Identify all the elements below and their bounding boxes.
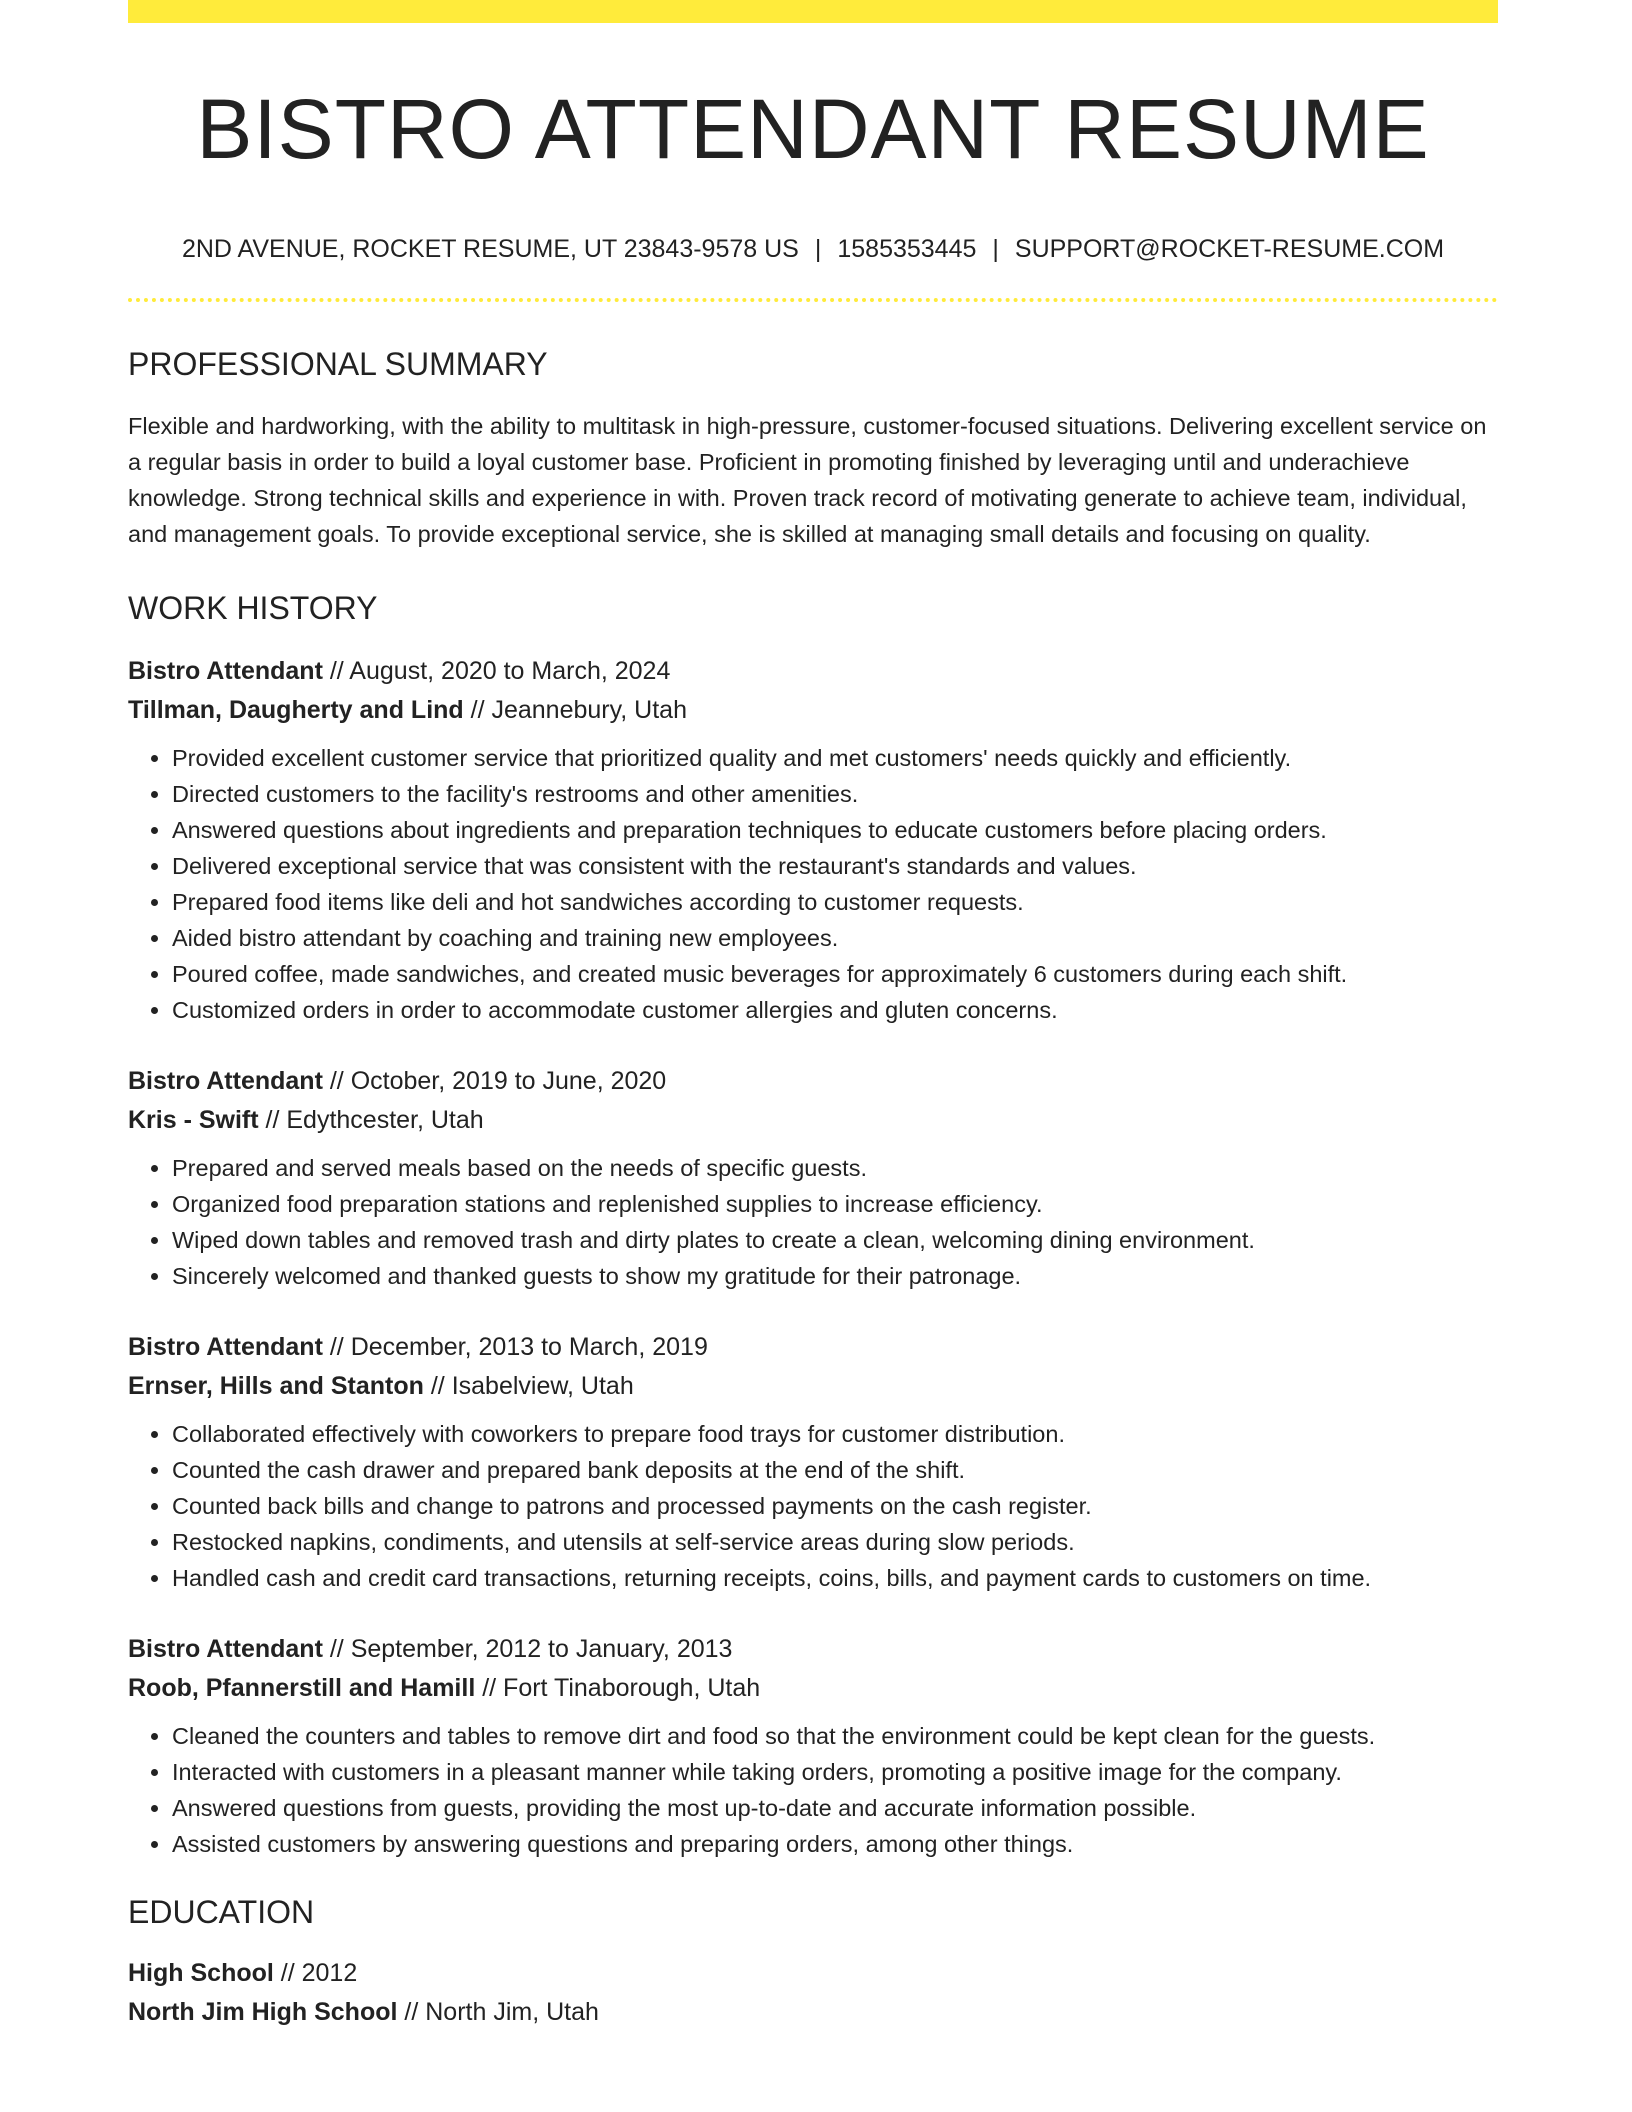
job-bullet: • Wiped down tables and removed trash and dirty plates to create a clean, welcoming dining environment.: [172, 1222, 1498, 1258]
education-school: North Jim High School: [128, 1998, 398, 2026]
address: 2ND AVENUE, ROCKET RESUME, UT 23843-9578 US: [181, 235, 799, 263]
job-dates: // September, 2012 to January, 2013: [322, 1635, 733, 1663]
accent-bar: [128, 0, 1498, 23]
job-bullet: • Counted the cash drawer and prepared bank deposits at the end of the shift.: [172, 1452, 1498, 1488]
job-bullet: • Restocked napkins, condiments, and utensils at self-service areas during slow periods.: [172, 1524, 1498, 1560]
summary-heading: PROFESSIONAL SUMMARY: [128, 346, 548, 382]
resume-title: BISTRO ATTENDANT RESUME: [196, 82, 1430, 176]
job-bullet: • Directed customers to the facility's restrooms and other amenities.: [172, 776, 1498, 812]
job-bullet-list: [128, 1718, 1498, 1862]
education-location: // North Jim, Utah: [397, 1998, 599, 2026]
job-bullet-list: [128, 1150, 1498, 1294]
job-role: Bistro Attendant: [128, 1635, 323, 1663]
job-role: Bistro Attendant: [128, 657, 323, 685]
job-entry: [128, 652, 1498, 1028]
job-location: // Isabelview, Utah: [423, 1372, 634, 1400]
job-bullet: • Aided bistro attendant by coaching and training new employees.: [172, 920, 1498, 956]
job-bullet: • Assisted customers by answering questions and preparing orders, among other things.: [172, 1826, 1498, 1862]
job-dates: // December, 2013 to March, 2019: [322, 1333, 708, 1361]
separator: |: [992, 235, 999, 263]
job-bullet: • Prepared and served meals based on the needs of specific guests.: [172, 1150, 1498, 1186]
job-company-line: [128, 1367, 1498, 1406]
education-entry: [128, 1954, 1498, 2032]
job-entry: [128, 1630, 1498, 1862]
education-degree: High School: [128, 1959, 274, 1987]
job-company-line: [128, 1669, 1498, 1708]
job-company: Ernser, Hills and Stanton: [128, 1372, 424, 1400]
summary-text: Flexible and hardworking, with the ability to multitask in high-pressure, customer-focused situations. Delivering excellent service on a regular basis in order to build a loyal customer base. Proficient in promoting finished by leveraging until and underachieve knowledge. Strong technical skills and experience in with. Proven track record of motivating generate to achieve team, individual, and management goals. To provide exceptional service, she is skilled at managing small details and focusing on quality.: [128, 413, 1487, 547]
email: SUPPORT@ROCKET-RESUME.COM: [1014, 235, 1445, 263]
phone: 1585353445: [837, 235, 977, 263]
job-company-line: [128, 1101, 1498, 1140]
job-bullet: • Answered questions about ingredients and preparation techniques to educate customers before placing orders.: [172, 812, 1498, 848]
job-title-line: [128, 1328, 1498, 1367]
job-bullet: • Counted back bills and change to patrons and processed payments on the cash register.: [172, 1488, 1498, 1524]
education-degree-line: [128, 1954, 1498, 1993]
job-role: Bistro Attendant: [128, 1333, 323, 1361]
education-heading: EDUCATION: [128, 1894, 315, 1930]
job-entry: [128, 1328, 1498, 1596]
resume-page: [128, 0, 1498, 2032]
dotted-divider: [128, 298, 1498, 302]
job-location: // Jeannebury, Utah: [463, 696, 687, 724]
job-dates: // October, 2019 to June, 2020: [322, 1067, 667, 1095]
job-company-line: [128, 691, 1498, 730]
job-bullet: • Cleaned the counters and tables to remove dirt and food so that the environment could be kept clean for the guests.: [172, 1718, 1498, 1754]
job-title-line: [128, 1062, 1498, 1101]
job-bullet: • Answered questions from guests, providing the most up-to-date and accurate information possible.: [172, 1790, 1498, 1826]
job-bullet: • Delivered exceptional service that was consistent with the restaurant's standards and values.: [172, 848, 1498, 884]
job-entry: [128, 1062, 1498, 1294]
job-bullet: • Prepared food items like deli and hot sandwiches according to customer requests.: [172, 884, 1498, 920]
job-bullet: • Interacted with customers in a pleasant manner while taking orders, promoting a positive image for the company.: [172, 1754, 1498, 1790]
job-dates: // August, 2020 to March, 2024: [322, 657, 671, 685]
job-company: Kris - Swift: [128, 1106, 259, 1134]
job-bullet: • Collaborated effectively with coworkers to prepare food trays for customer distribution.: [172, 1416, 1498, 1452]
work-history-heading: WORK HISTORY: [128, 590, 378, 626]
education-year: // 2012: [273, 1959, 358, 1987]
job-role: Bistro Attendant: [128, 1067, 323, 1095]
job-title-line: [128, 1630, 1498, 1669]
job-location: // Fort Tinaborough, Utah: [475, 1674, 761, 1702]
work-history-list: [128, 652, 1498, 1862]
job-location: // Edythcester, Utah: [258, 1106, 484, 1134]
job-bullet-list: [128, 740, 1498, 1028]
separator: |: [814, 235, 822, 263]
job-company: Roob, Pfannerstill and Hamill: [128, 1674, 476, 1702]
job-bullet: • Poured coffee, made sandwiches, and created music beverages for approximately 6 customers during each shift.: [172, 956, 1498, 992]
job-bullet-list: [128, 1416, 1498, 1596]
job-bullet: • Organized food preparation stations and replenished supplies to increase efficiency.: [172, 1186, 1498, 1222]
job-bullet: • Provided excellent customer service that prioritized quality and met customers' needs quickly and efficiently.: [172, 740, 1498, 776]
job-title-line: [128, 652, 1498, 691]
contact-line: [128, 237, 1498, 262]
job-bullet: • Customized orders in order to accommodate customer allergies and gluten concerns.: [172, 992, 1498, 1028]
education-school-line: [128, 1993, 1498, 2032]
job-company: Tillman, Daugherty and Lind: [128, 696, 464, 724]
job-bullet: • Handled cash and credit card transactions, returning receipts, coins, bills, and payment cards to customers on time.: [172, 1560, 1498, 1596]
job-bullet: • Sincerely welcomed and thanked guests to show my gratitude for their patronage.: [172, 1258, 1498, 1294]
